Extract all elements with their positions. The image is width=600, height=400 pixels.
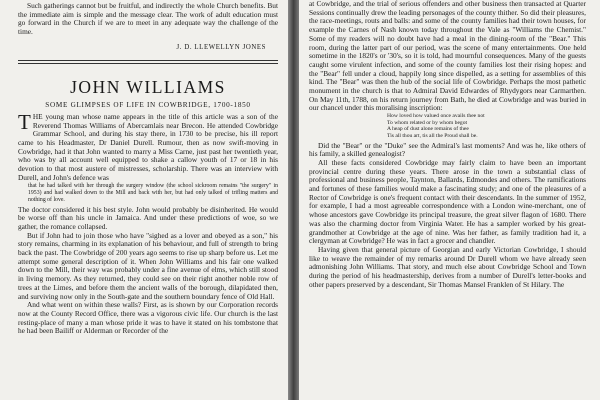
article-title: JOHN WILLIAMS (70, 76, 226, 97)
verse-line: A heap of dust alone remains of thee (387, 126, 469, 133)
book-gutter (288, 0, 299, 400)
divider-bottom (18, 63, 278, 64)
paragraph-2: The doctor considered it his best style. John would probably be disinherited. He would be worse off than his uncle in Jamaica. And under these predictions of woe, so we gather, the romance collapsed. (18, 204, 278, 231)
paragraph-4: And what went on within these walls? First, as is shown by our Corporation records now at the County Record Office, there was a vigorous civic life. Our church is the last resting-place of many a man whose pride it was to have it stated on his tombstone that he had been Bailiff or Alderman or Recorder of the (18, 300, 278, 336)
intro-paragraph: Such gatherings cannot but be fruitful, and indirectly the whole Church benefits. But the immediate aim is simple and the message clear. The work of adult education must go forward in the Church if we are to meet in any adequate way the challenge of the time. (18, 1, 278, 37)
verse-line: To whom related or by whom begot (387, 119, 468, 126)
right-paragraph-4: Having given that general picture of Georgian and early Victorian Cowbridge, I should like to weave the remainder of my remarks around Dr Durell whom we have already seen admonishing John Williams. That story, and much else about Cowbridge School and Town during the period of his headmastership, derives from a number of Durell's letter-books and other papers preserved by a descendant, Sir Thomas Mansel Franklen of St Hilary. The (309, 244, 586, 289)
right-paragraph-2: Did the "Bear" or the "Duke" see the Admiral's last moments? And was he, like others of his family, a skilled genealogist? (309, 140, 586, 159)
verse-line: Tis all thou art, tis all the Proud shall be. (387, 132, 478, 139)
right-paragraph-3: All these facts considered Cowbridge may fairly claim to have been an important provincial centre during these years. There arose in the town a substantial class of professional and business people, Taynton, Ballards, Edmondes and others. The ramifications and fortunes of these families would make a fascinating study; and one of the pleasures of a Rector of Cowbridge is one's frequent contact with their descendants. In the summer of 1952, for example, I had a most agreeable correspondence with a London wine-merchant, one of whose ancestors gave Cowbridge its principal treasure, the great silver flagon of 1680. There was also the charming doctor from Virginia Water. He has a sampler worked by his great-grandmother at Cowbridge at the age of nine. Was her father, as family tradition had it, a clergyman at Cowbridge? He was in fact a grocer and chandler. (309, 157, 586, 246)
right-paragraph-1: at Cowbridge, and the trial of serious offenders and other business then transacted at Quarter Sessions continually drew the leading personages of the county thither. So did their pleasures, the race-meetings, routs and balls: and some of the county families had their town houses, for example the Carnes of Nash known today throughout the Vale as "Williams the Chemist." Some of my readers will no doubt have had a meal in the dining-room of the "Bear." This room, during the latter part of our period, was the scene of many entertainments. One held sometime in the 1820's or '30's, so it is told, had mournful consequences. Many of the guests caught some virulent infection, and some of the county families lost their rising hopes: and the "Bear" fell under a cloud, happily long since dispelled, as a setting for assemblies of this kind. The "Bear" was then the hub of the social life of Cowbridge. Perhaps the most pathetic monument in the church is that to Admiral David Edwardes of Rhydygors near Carmarthen. On May 11th, 1788, on his return journey from Bath, he died at Cowbridge and was buried in our chancel under this moralising inscription: (309, 0, 586, 113)
paragraph-3: But if John had to join those who have "sighed as a lover and obeyed as a son," his story remains, charming in its explanation of his behaviour, and full of strength to bring back the past. The Cowbridge of 200 years ago seems to rise up sharp before us. Let me attempt some general description of it. When John Williams and his fair one walked down to the Mill, their way was probably under a fine avenue of elms, which still stood in living memory. As they returned, they could see on their right another noble row of trees at the Limes, and before them the ancient walls of the borough, dilapidated then, and surviving now only in the South-gate and the southern boundary fence of Old Hall. (18, 230, 278, 301)
epitaph-verse (309, 113, 586, 141)
verse-line: How loved how valued once avails thee not (387, 113, 485, 120)
right-page (299, 0, 600, 400)
drop-cap: T (18, 109, 31, 134)
author-signature: J. D. LLEWELLYN JONES (176, 43, 266, 51)
article-subtitle: SOME GLIMPSES OF LIFE IN COWBRIDGE, 1700-1850 (45, 100, 251, 109)
block-quote: that he had talked with her through the surgery window (the school sickroom remains "the surgery" in 1953) and had walked down to the Mill and back with her, but had only talked of trifling matters and nothing of love. (28, 183, 278, 203)
opening-text: HE young man whose name appears in the title of this article was a son of the Reverend Thomas Williams of Abercamlais near Brecon. He attended Cowbridge Grammar School, and during his stay there, in 1730 to be precise, his ill report came to his Headmaster, Dr Daniel Durell. Rumour, then as now swift-moving in Cowbridge, had it that John wanted to marry a Miss Carne, just past her twentieth year, who was by all account well equipped to shake a callow youth of 17 or 18 in his devotion to that most austere of mistresses, scholarship. There was an interview with Durell, and John's defence was (18, 111, 278, 182)
opening-paragraph (18, 109, 278, 183)
divider-top (18, 60, 278, 61)
left-page (0, 0, 288, 400)
